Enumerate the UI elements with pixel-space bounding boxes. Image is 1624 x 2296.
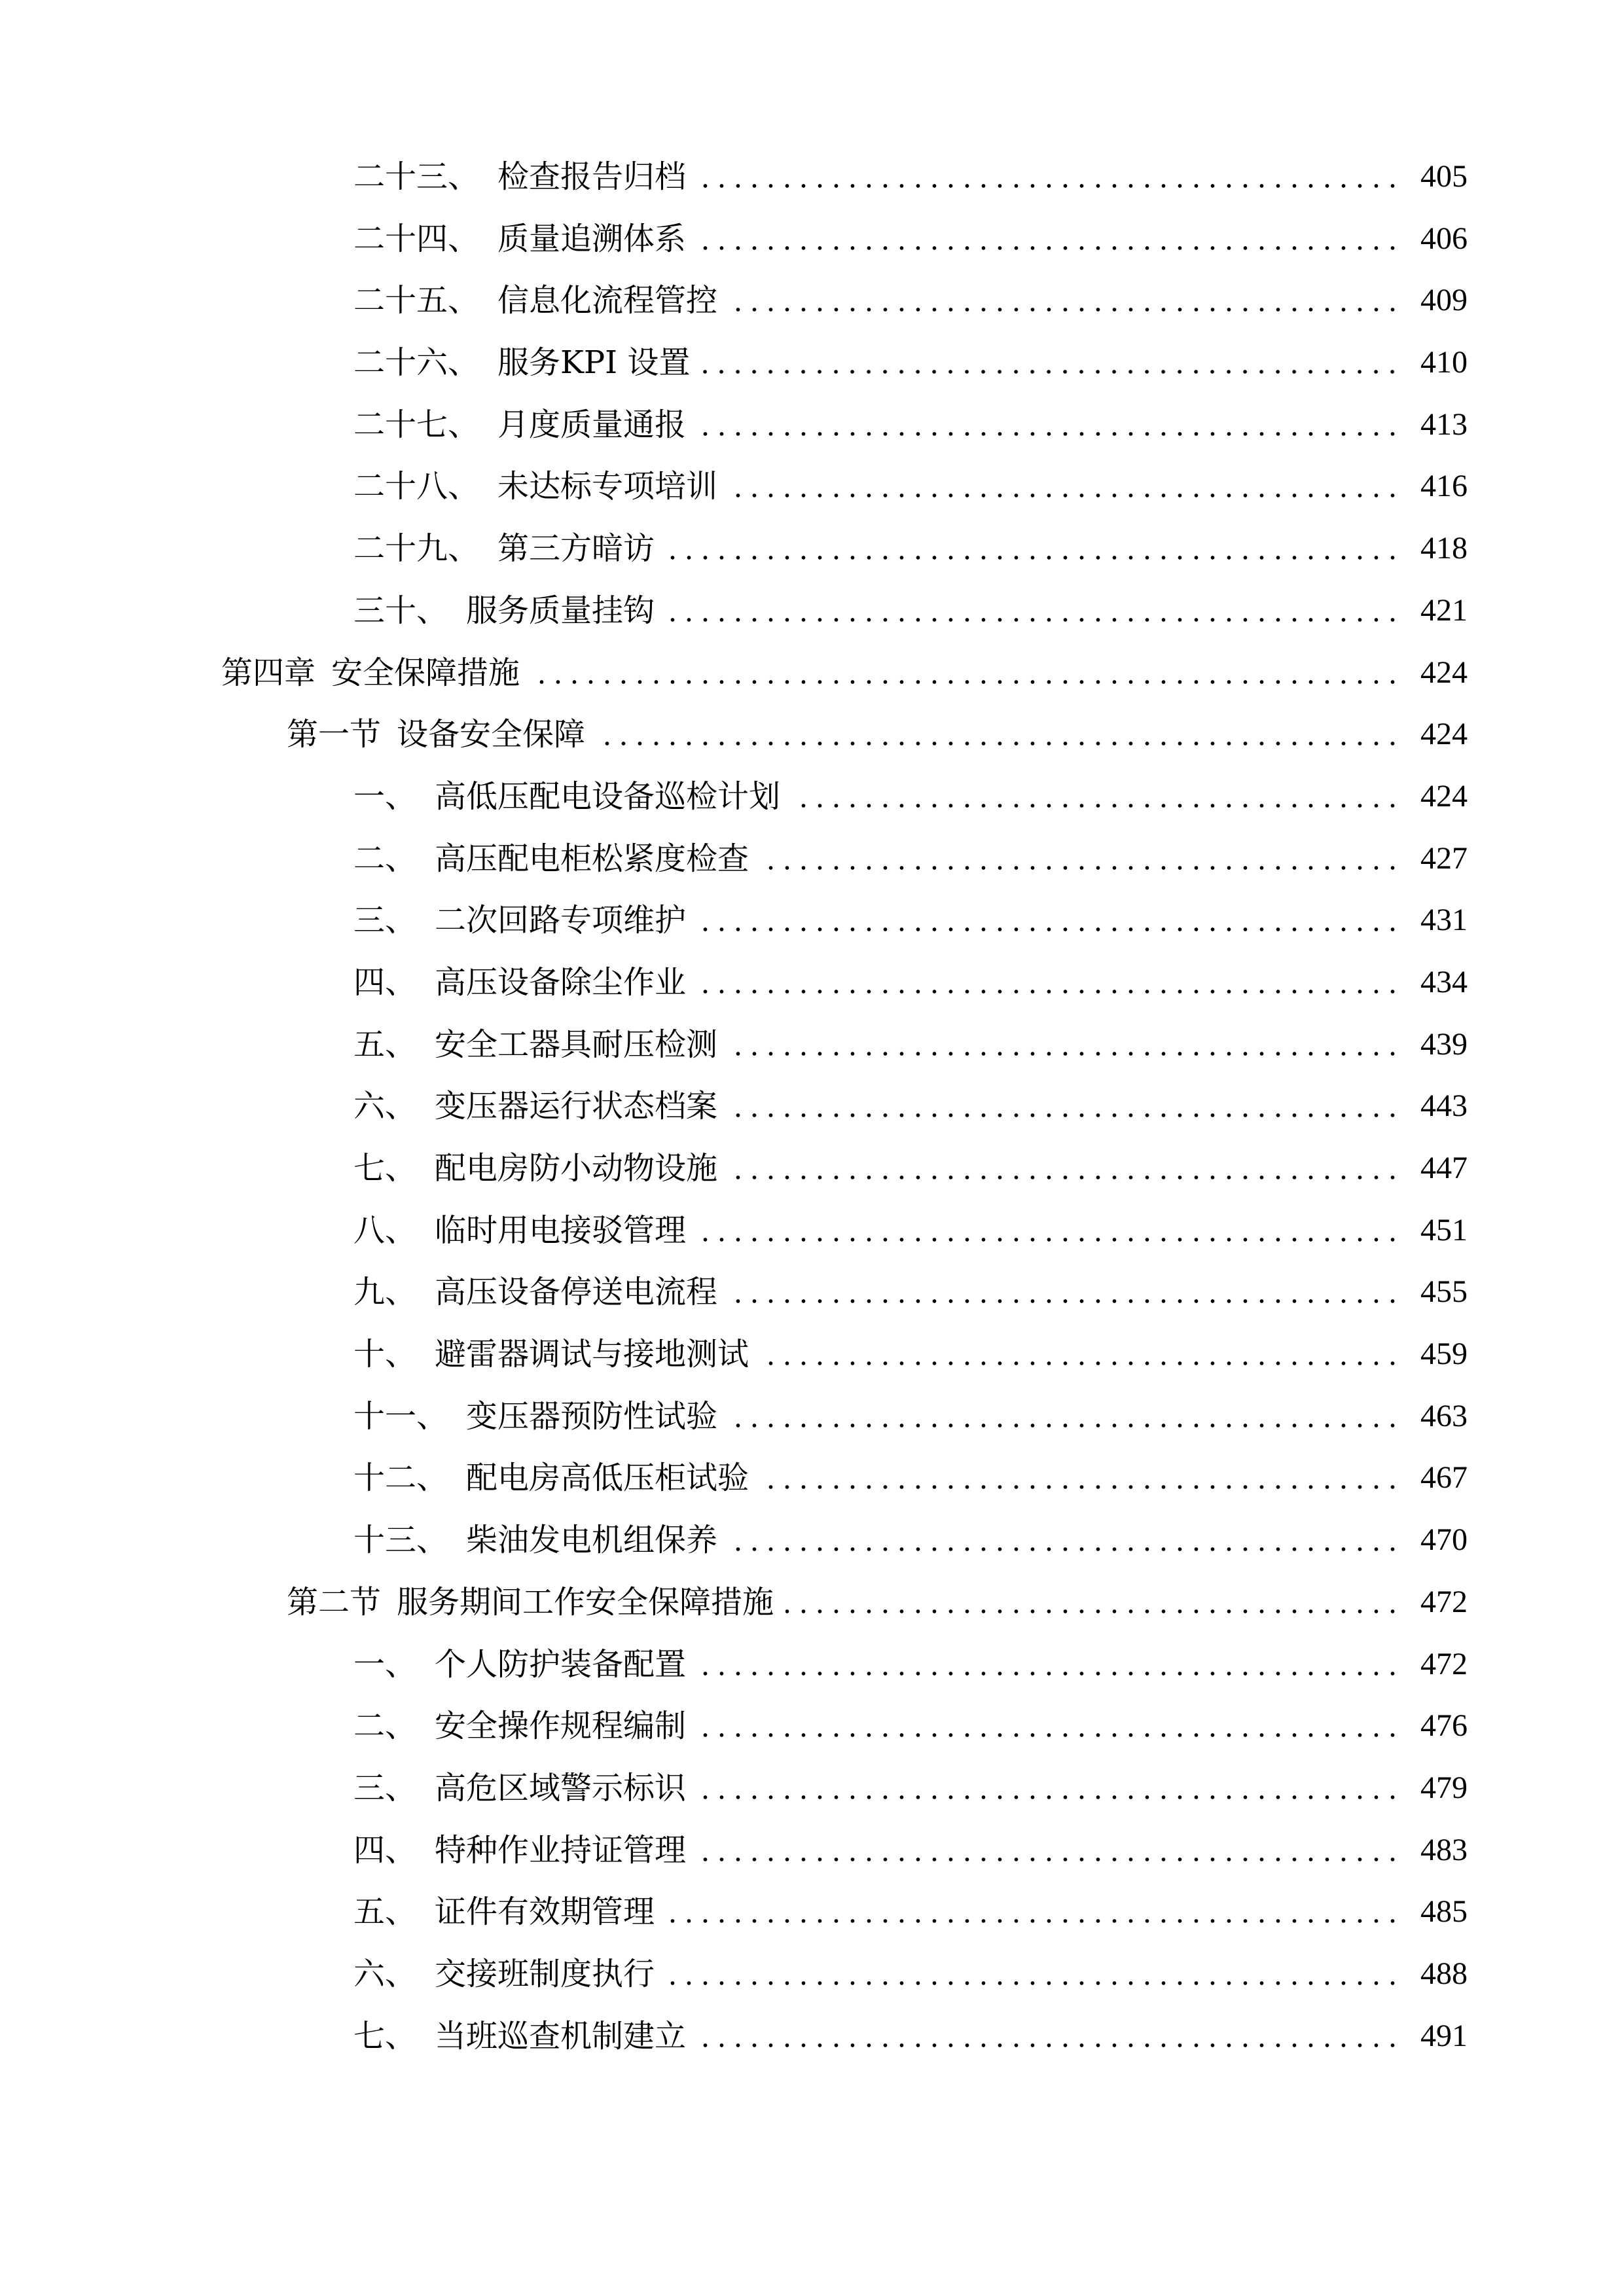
toc-entry-title: 安全操作规程编制 — [435, 1708, 687, 1745]
toc-entry-number: 二十四、 — [353, 220, 480, 257]
toc-entry-number: 九、 — [353, 1274, 417, 1311]
toc-entry-title: 服务KPI 设置 — [497, 344, 691, 382]
toc-section-title: 服务期间工作安全保障措施 — [397, 1583, 774, 1621]
toc-chapter-number: 第四章 — [221, 654, 316, 691]
toc-entry-number: 八、 — [353, 1211, 417, 1249]
toc-section-number: 第一节 — [287, 716, 382, 753]
toc-entry[interactable] — [0, 394, 1624, 456]
toc-entry[interactable] — [0, 1509, 1624, 1571]
dot-leader — [666, 580, 1401, 642]
toc-entry-title: 检查报告归档 — [497, 158, 687, 195]
dot-leader — [698, 394, 1401, 456]
toc-entry-title: 个人防护装备配置 — [435, 1645, 687, 1683]
toc-entry-page: 451 — [1420, 1212, 1468, 1247]
toc-entry[interactable] — [0, 518, 1624, 580]
toc-entry-number: 七、 — [353, 1150, 417, 1187]
toc-entry-page: 409 — [1420, 283, 1468, 318]
toc-entry-page: 472 — [1420, 1646, 1468, 1681]
dot-leader — [729, 1014, 1401, 1076]
toc-entry-page: 410 — [1420, 345, 1468, 380]
toc-entry-title: 证件有效期管理 — [435, 1893, 655, 1931]
toc-entry-page: 447 — [1420, 1151, 1468, 1185]
dot-leader — [698, 952, 1401, 1014]
toc-entry[interactable] — [0, 952, 1624, 1014]
toc-entry-number: 三、 — [353, 1769, 417, 1806]
toc-entry-page: 421 — [1420, 592, 1468, 628]
dot-leader — [666, 1943, 1401, 2005]
dot-leader — [761, 828, 1401, 890]
toc-entry-title: 第三方暗访 — [497, 530, 655, 567]
toc-entry-title: 高危区域警示标识 — [435, 1769, 687, 1806]
toc-entry[interactable] — [0, 270, 1624, 332]
toc-entry[interactable] — [0, 1695, 1624, 1757]
toc-entry[interactable] — [0, 1757, 1624, 1820]
toc-entry-number: 二十九、 — [353, 530, 480, 567]
toc-entry-title: 未达标专项培训 — [497, 468, 718, 505]
toc-entry-number: 五、 — [353, 1893, 417, 1931]
dot-leader — [729, 1138, 1401, 1200]
toc-entry-page: 434 — [1420, 964, 1468, 999]
toc-entry-title: 特种作业持证管理 — [435, 1831, 687, 1869]
toc-entry-page: 485 — [1420, 1894, 1468, 1929]
dot-leader — [532, 642, 1401, 704]
toc-entry[interactable] — [0, 1820, 1624, 1882]
toc-entry-number: 一、 — [353, 778, 417, 815]
dot-leader — [666, 518, 1401, 580]
toc-section-number: 第二节 — [287, 1583, 382, 1621]
toc-entry-title: 高压设备除尘作业 — [435, 963, 687, 1001]
toc-entry-number: 二十七、 — [353, 406, 480, 443]
toc-entry-page: 416 — [1420, 469, 1468, 504]
toc-entry-page: 455 — [1420, 1274, 1468, 1310]
toc-chapter[interactable] — [0, 642, 1624, 704]
toc-entry[interactable] — [0, 1200, 1624, 1262]
toc-entry-page: 427 — [1420, 840, 1468, 876]
toc-entry-number: 十二、 — [353, 1460, 448, 1497]
toc-chapter-title: 安全保障措施 — [331, 654, 520, 691]
toc-section[interactable] — [0, 1571, 1624, 1634]
dot-leader — [597, 704, 1401, 766]
toc-entry-title: 交接班制度执行 — [435, 1955, 655, 1992]
toc-section[interactable] — [0, 704, 1624, 766]
toc-entry-title: 变压器运行状态档案 — [435, 1088, 718, 1125]
toc-entry[interactable] — [0, 1075, 1624, 1138]
dot-leader — [729, 270, 1401, 332]
toc-entry-number: 四、 — [353, 1831, 417, 1869]
toc-entry[interactable] — [0, 2005, 1624, 2068]
toc-entry-title: 高低压配电设备巡检计划 — [435, 778, 781, 815]
toc-entry[interactable] — [0, 332, 1624, 394]
dot-leader — [698, 146, 1401, 208]
toc-entry-number: 六、 — [353, 1955, 417, 1992]
toc-entry-title: 临时用电接驳管理 — [435, 1211, 687, 1249]
toc-entry-page: 443 — [1420, 1088, 1468, 1124]
toc-entry-title: 当班巡查机制建立 — [435, 2017, 687, 2054]
toc-entry-number: 四、 — [353, 963, 417, 1001]
toc-entry-page: 476 — [1420, 1708, 1468, 1744]
toc-entry[interactable] — [0, 889, 1624, 952]
toc-entry-number: 二十八、 — [353, 468, 480, 505]
toc-entry-number: 一、 — [353, 1645, 417, 1683]
dot-leader — [698, 1757, 1401, 1820]
toc-entry-title: 避雷器调试与接地测试 — [435, 1336, 749, 1373]
toc-entry-page: 439 — [1420, 1026, 1468, 1062]
dot-leader — [785, 1571, 1401, 1634]
toc-entry-number: 六、 — [353, 1088, 417, 1125]
dot-leader — [698, 1695, 1401, 1757]
toc-section-title: 设备安全保障 — [397, 716, 586, 753]
toc-entry[interactable] — [0, 1634, 1624, 1696]
toc-entry[interactable] — [0, 580, 1624, 642]
toc-entry-page: 431 — [1420, 903, 1468, 938]
dot-leader — [666, 1881, 1401, 1943]
toc-entry-title: 配电房防小动物设施 — [435, 1150, 718, 1187]
toc-entry-page: 463 — [1420, 1398, 1468, 1433]
toc-entry-page: 483 — [1420, 1832, 1468, 1867]
toc-entry-page: 424 — [1420, 717, 1468, 752]
toc-entry-page: 470 — [1420, 1522, 1468, 1558]
toc-entry-title: 安全工器具耐压检测 — [435, 1026, 718, 1063]
table-of-contents — [0, 146, 1624, 2067]
dot-leader — [761, 1447, 1401, 1509]
toc-entry-title: 柴油发电机组保养 — [466, 1522, 718, 1559]
toc-entry-number: 十三、 — [353, 1522, 448, 1559]
toc-entry-title: 质量追溯体系 — [497, 220, 687, 257]
dot-leader — [729, 1075, 1401, 1138]
toc-entry-page: 413 — [1420, 406, 1468, 442]
toc-entry-page: 479 — [1420, 1770, 1468, 1805]
toc-entry-page: 491 — [1420, 2018, 1468, 2053]
toc-entry-page: 459 — [1420, 1336, 1468, 1372]
toc-entry-title: 月度质量通报 — [497, 406, 687, 443]
toc-entry[interactable] — [0, 1447, 1624, 1509]
dot-leader — [702, 332, 1401, 394]
toc-entry-title: 高压设备停送电流程 — [435, 1274, 718, 1311]
toc-entry-number: 十、 — [353, 1336, 417, 1373]
dot-leader — [792, 766, 1401, 828]
dot-leader — [729, 456, 1401, 518]
toc-entry[interactable] — [0, 1943, 1624, 2005]
toc-entry-page: 406 — [1420, 221, 1468, 256]
toc-entry-number: 二十五、 — [353, 282, 480, 319]
toc-entry[interactable] — [0, 1261, 1624, 1323]
dot-leader — [698, 889, 1401, 952]
toc-entry[interactable] — [0, 1014, 1624, 1076]
toc-entry-number: 十一、 — [353, 1397, 448, 1435]
toc-entry-title: 配电房高低压柜试验 — [466, 1460, 749, 1497]
toc-entry-number: 二十六、 — [353, 344, 480, 382]
toc-entry-title: 变压器预防性试验 — [466, 1397, 718, 1435]
toc-entry-page: 467 — [1420, 1460, 1468, 1496]
dot-leader — [698, 1820, 1401, 1882]
dot-leader — [729, 1261, 1401, 1323]
toc-entry-number: 二、 — [353, 1708, 417, 1745]
toc-entry[interactable] — [0, 828, 1624, 890]
toc-entry-page: 424 — [1420, 655, 1468, 690]
toc-entry-page: 472 — [1420, 1584, 1468, 1619]
toc-entry[interactable] — [0, 1881, 1624, 1943]
toc-entry-page: 424 — [1420, 778, 1468, 814]
toc-entry-number: 三、 — [353, 902, 417, 939]
toc-entry[interactable] — [0, 1138, 1624, 1200]
toc-entry-page: 488 — [1420, 1956, 1468, 1991]
toc-entry-number: 二十三、 — [353, 158, 480, 195]
toc-entry[interactable] — [0, 1323, 1624, 1386]
dot-leader — [698, 1634, 1401, 1696]
toc-entry-title: 二次回路专项维护 — [435, 902, 687, 939]
toc-entry-title: 服务质量挂钩 — [466, 592, 655, 629]
toc-entry-title: 信息化流程管控 — [497, 282, 718, 319]
toc-entry-number: 五、 — [353, 1026, 417, 1063]
toc-entry[interactable] — [0, 208, 1624, 270]
dot-leader — [698, 2005, 1401, 2068]
dot-leader — [729, 1386, 1401, 1448]
dot-leader — [698, 1200, 1401, 1262]
toc-entry-title: 高压配电柜松紧度检查 — [435, 840, 749, 877]
toc-entry[interactable] — [0, 456, 1624, 518]
toc-entry-page: 405 — [1420, 159, 1468, 194]
dot-leader — [729, 1509, 1401, 1571]
toc-entry[interactable] — [0, 1386, 1624, 1448]
dot-leader — [761, 1323, 1401, 1386]
toc-entry-page: 418 — [1420, 531, 1468, 566]
toc-entry[interactable] — [0, 146, 1624, 208]
toc-entry-number: 二、 — [353, 840, 417, 877]
toc-entry-number: 三十、 — [353, 592, 448, 629]
toc-entry[interactable] — [0, 766, 1624, 828]
dot-leader — [698, 208, 1401, 270]
toc-entry-number: 七、 — [353, 2017, 417, 2054]
